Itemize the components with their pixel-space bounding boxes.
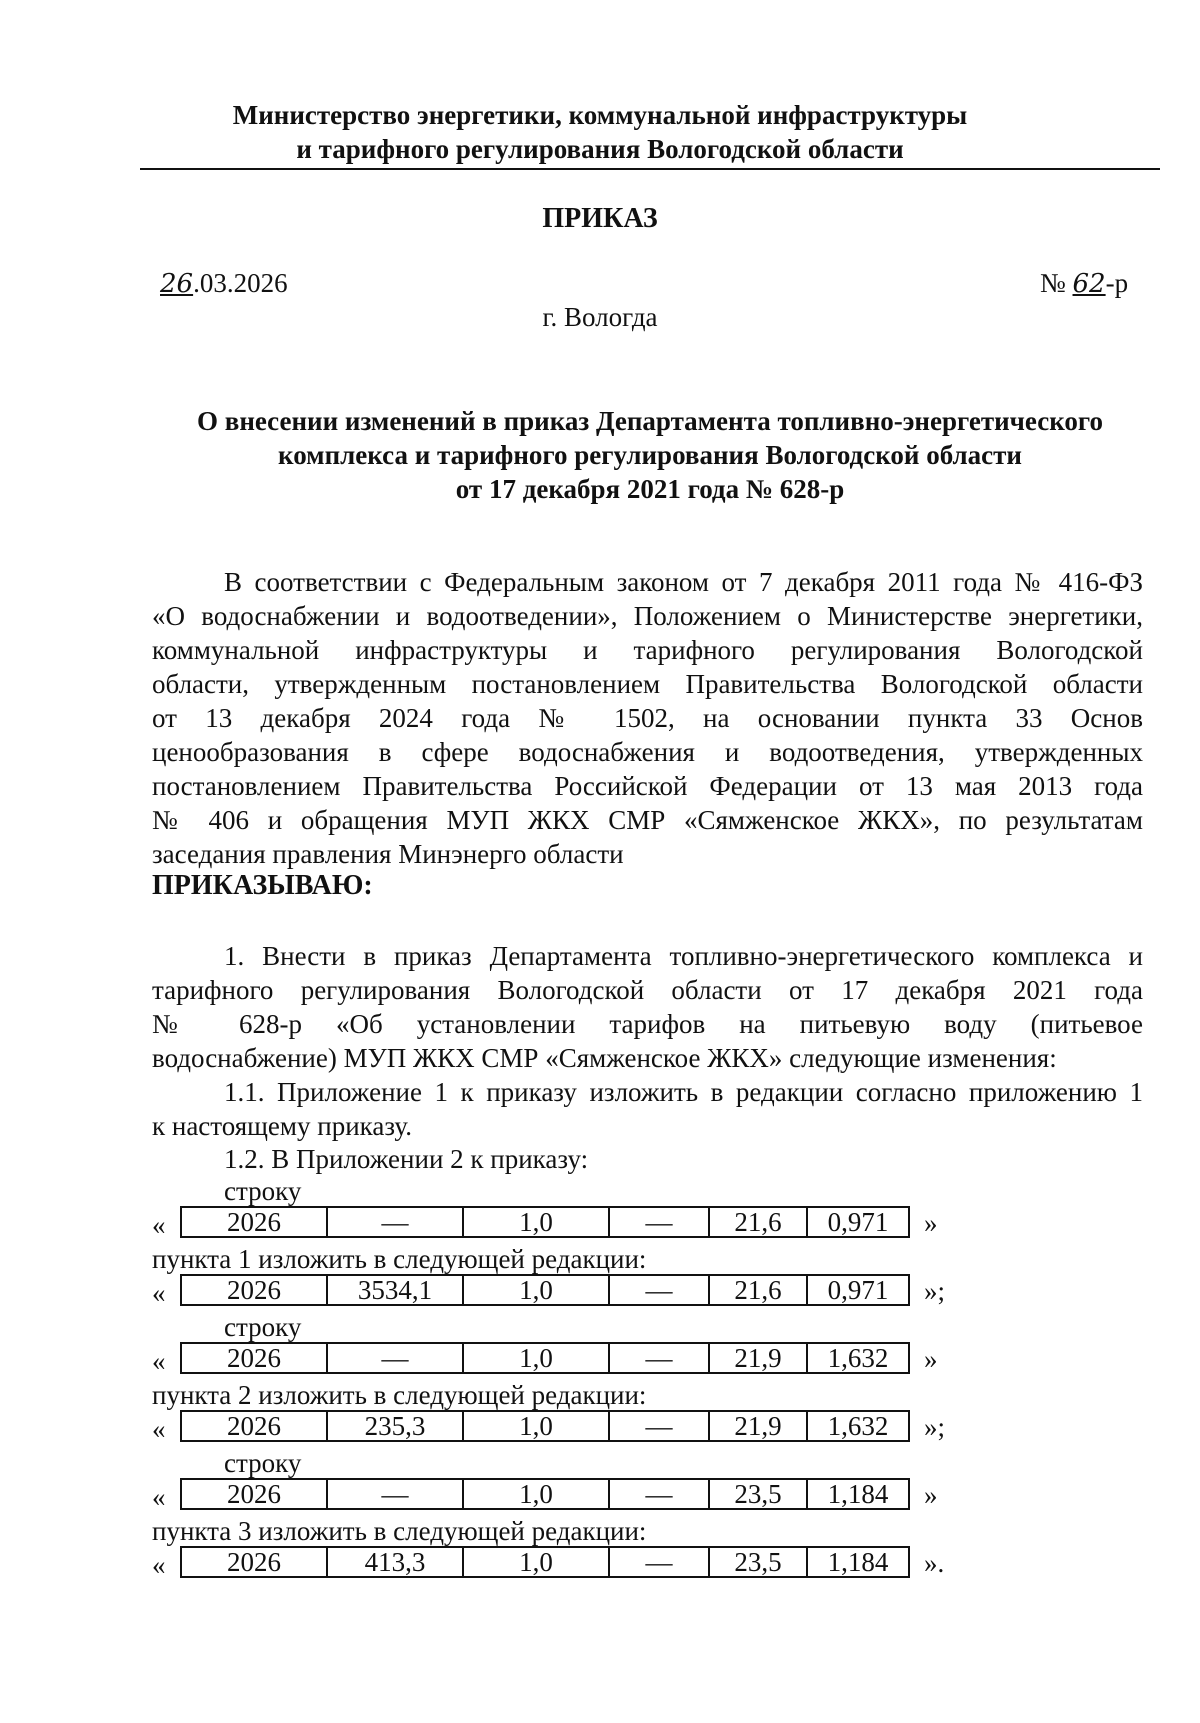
title-line3: от 17 декабря 2021 года № 628-р (455, 474, 845, 504)
table-cell: 413,3 (328, 1548, 464, 1576)
table-cell: 2026 (182, 1480, 328, 1508)
date-handwritten: 26 (160, 269, 194, 299)
table-cell: 1,0 (464, 1344, 610, 1372)
open-quote: « (152, 1550, 166, 1580)
block3-old-row (180, 1478, 910, 1510)
order-word: ПРИКАЗЫВАЮ: (152, 870, 373, 901)
block1-old-row (180, 1206, 910, 1238)
table-cell: 0,971 (827, 1207, 889, 1237)
block3-point-text: пункта 3 изложить в следующей редакции: (152, 1516, 647, 1546)
item1-line: тарифного регулирования Вологодской области от 17 декабря 2021 года (152, 975, 1143, 1005)
table-cell: — (328, 1208, 464, 1236)
table-cell: — (610, 1412, 710, 1440)
table-cell: 21,9 (710, 1412, 808, 1440)
table-cell: 1,0 (464, 1548, 610, 1576)
table-cell: 21,9 (710, 1344, 808, 1372)
date-rest: .03.2026 (193, 268, 288, 298)
table-cell: 1,0 (464, 1276, 610, 1304)
order-title (150, 404, 1150, 506)
preamble-line: заседания правления Минэнерго области (152, 839, 624, 869)
preamble-line: «О водоснабжении и водоотведении», Положением о Министерстве энергетики, (152, 601, 1143, 631)
item11-line: 1.1. Приложение 1 к приказу изложить в редакции согласно приложению 1 (224, 1077, 1143, 1107)
number-handwritten: 62 (1072, 269, 1106, 299)
ministry-name-line1: Министерство энергетики, коммунальной инфраструктуры (232, 100, 968, 130)
order-number (1040, 268, 1128, 299)
table-cell: 2026 (182, 1208, 328, 1236)
preamble-line: от 13 декабря 2024 года № 1502, на основании пункта 33 Основ (152, 703, 1143, 733)
table-cell: 1,184 (827, 1547, 889, 1577)
title-line1: О внесении изменений в приказ Департамента топливно-энергетического (196, 406, 1103, 436)
table-cell: 2026 (182, 1548, 328, 1576)
block2-new-row (180, 1410, 910, 1442)
open-quote: « (152, 1482, 166, 1512)
open-quote: « (152, 1278, 166, 1308)
preamble-line: № 406 и обращения МУП ЖКХ СМР «Сямженское ЖКХ», по результатам (152, 805, 1143, 835)
table-cell: 1,0 (464, 1412, 610, 1440)
table-cell: 1,632 (827, 1411, 889, 1441)
table-cell: — (610, 1480, 710, 1508)
block1-new-row (180, 1274, 910, 1306)
block1-point-text: пункта 1 изложить в следующей редакции: (152, 1244, 647, 1274)
table-cell: 23,5 (710, 1480, 808, 1508)
title-line2: комплекса и тарифного регулирования Вологодской области (278, 440, 1022, 470)
open-quote: « (152, 1346, 166, 1376)
ministry-name-line2: и тарифного регулирования Вологодской области (296, 134, 904, 164)
table-cell: — (610, 1208, 710, 1236)
open-quote: « (152, 1210, 166, 1240)
table-cell: 235,3 (328, 1412, 464, 1440)
table-cell: 1,184 (827, 1479, 889, 1509)
block3-new-row (180, 1546, 910, 1578)
table-cell: 2026 (182, 1344, 328, 1372)
block1-label: строку (224, 1176, 302, 1206)
doc-type: ПРИКАЗ (542, 203, 658, 234)
table-cell: — (610, 1344, 710, 1372)
close-quote: »; (924, 1412, 946, 1442)
number-suffix: -р (1105, 268, 1129, 298)
table-cell: 1,632 (827, 1343, 889, 1373)
table-cell: 21,6 (710, 1208, 808, 1236)
table-cell: 1,0 (464, 1208, 610, 1236)
item1-line: водоснабжение) МУП ЖКХ СМР «Сямженское ЖКХ» следующие изменения: (152, 1043, 1057, 1073)
table-cell: 3534,1 (328, 1276, 464, 1304)
close-quote: » (924, 1480, 938, 1510)
number-prefix: № (1040, 268, 1066, 298)
table-cell: 1,0 (464, 1480, 610, 1508)
preamble-line: коммунальной инфраструктуры и тарифного регулирования Вологодской (152, 635, 1143, 665)
preamble-line: постановлением Правительства Российской Федерации от 13 мая 2013 года (152, 771, 1143, 801)
table-cell: 21,6 (710, 1276, 808, 1304)
item12-text: 1.2. В Приложении 2 к приказу: (224, 1144, 589, 1174)
table-cell: 2026 (182, 1412, 328, 1440)
table-cell: 2026 (182, 1276, 328, 1304)
close-quote: »; (924, 1276, 946, 1306)
table-cell: 0,971 (827, 1275, 889, 1305)
table-cell: 23,5 (710, 1548, 808, 1576)
block2-old-row (180, 1342, 910, 1374)
block2-label: строку (224, 1312, 302, 1342)
preamble-line: ценообразования в сфере водоснабжения и водоотведения, утвержденных (152, 737, 1143, 767)
open-quote: « (152, 1414, 166, 1444)
close-quote: ». (924, 1548, 945, 1578)
item11-line: к настоящему приказу. (152, 1111, 412, 1141)
table-cell: — (328, 1344, 464, 1372)
city: г. Вологда (542, 302, 658, 332)
block3-label: строку (224, 1448, 302, 1478)
header-rule (140, 168, 1160, 170)
table-cell: — (610, 1548, 710, 1576)
block2-point-text: пункта 2 изложить в следующей редакции: (152, 1380, 647, 1410)
preamble-line: области, утвержденным постановлением Правительства Вологодской области (152, 669, 1143, 699)
close-quote: » (924, 1344, 938, 1374)
table-cell: — (610, 1276, 710, 1304)
table-cell: — (328, 1480, 464, 1508)
close-quote: » (924, 1208, 938, 1238)
item1-line: 1. Внести в приказ Департамента топливно-энергетического комплекса и (224, 941, 1143, 971)
order-date (160, 268, 288, 299)
preamble-line: В соответствии с Федеральным законом от 7 декабря 2011 года № 416-ФЗ (224, 567, 1143, 597)
item1-line: № 628-р «Об установлении тарифов на питьевую воду (питьевое (152, 1009, 1143, 1039)
